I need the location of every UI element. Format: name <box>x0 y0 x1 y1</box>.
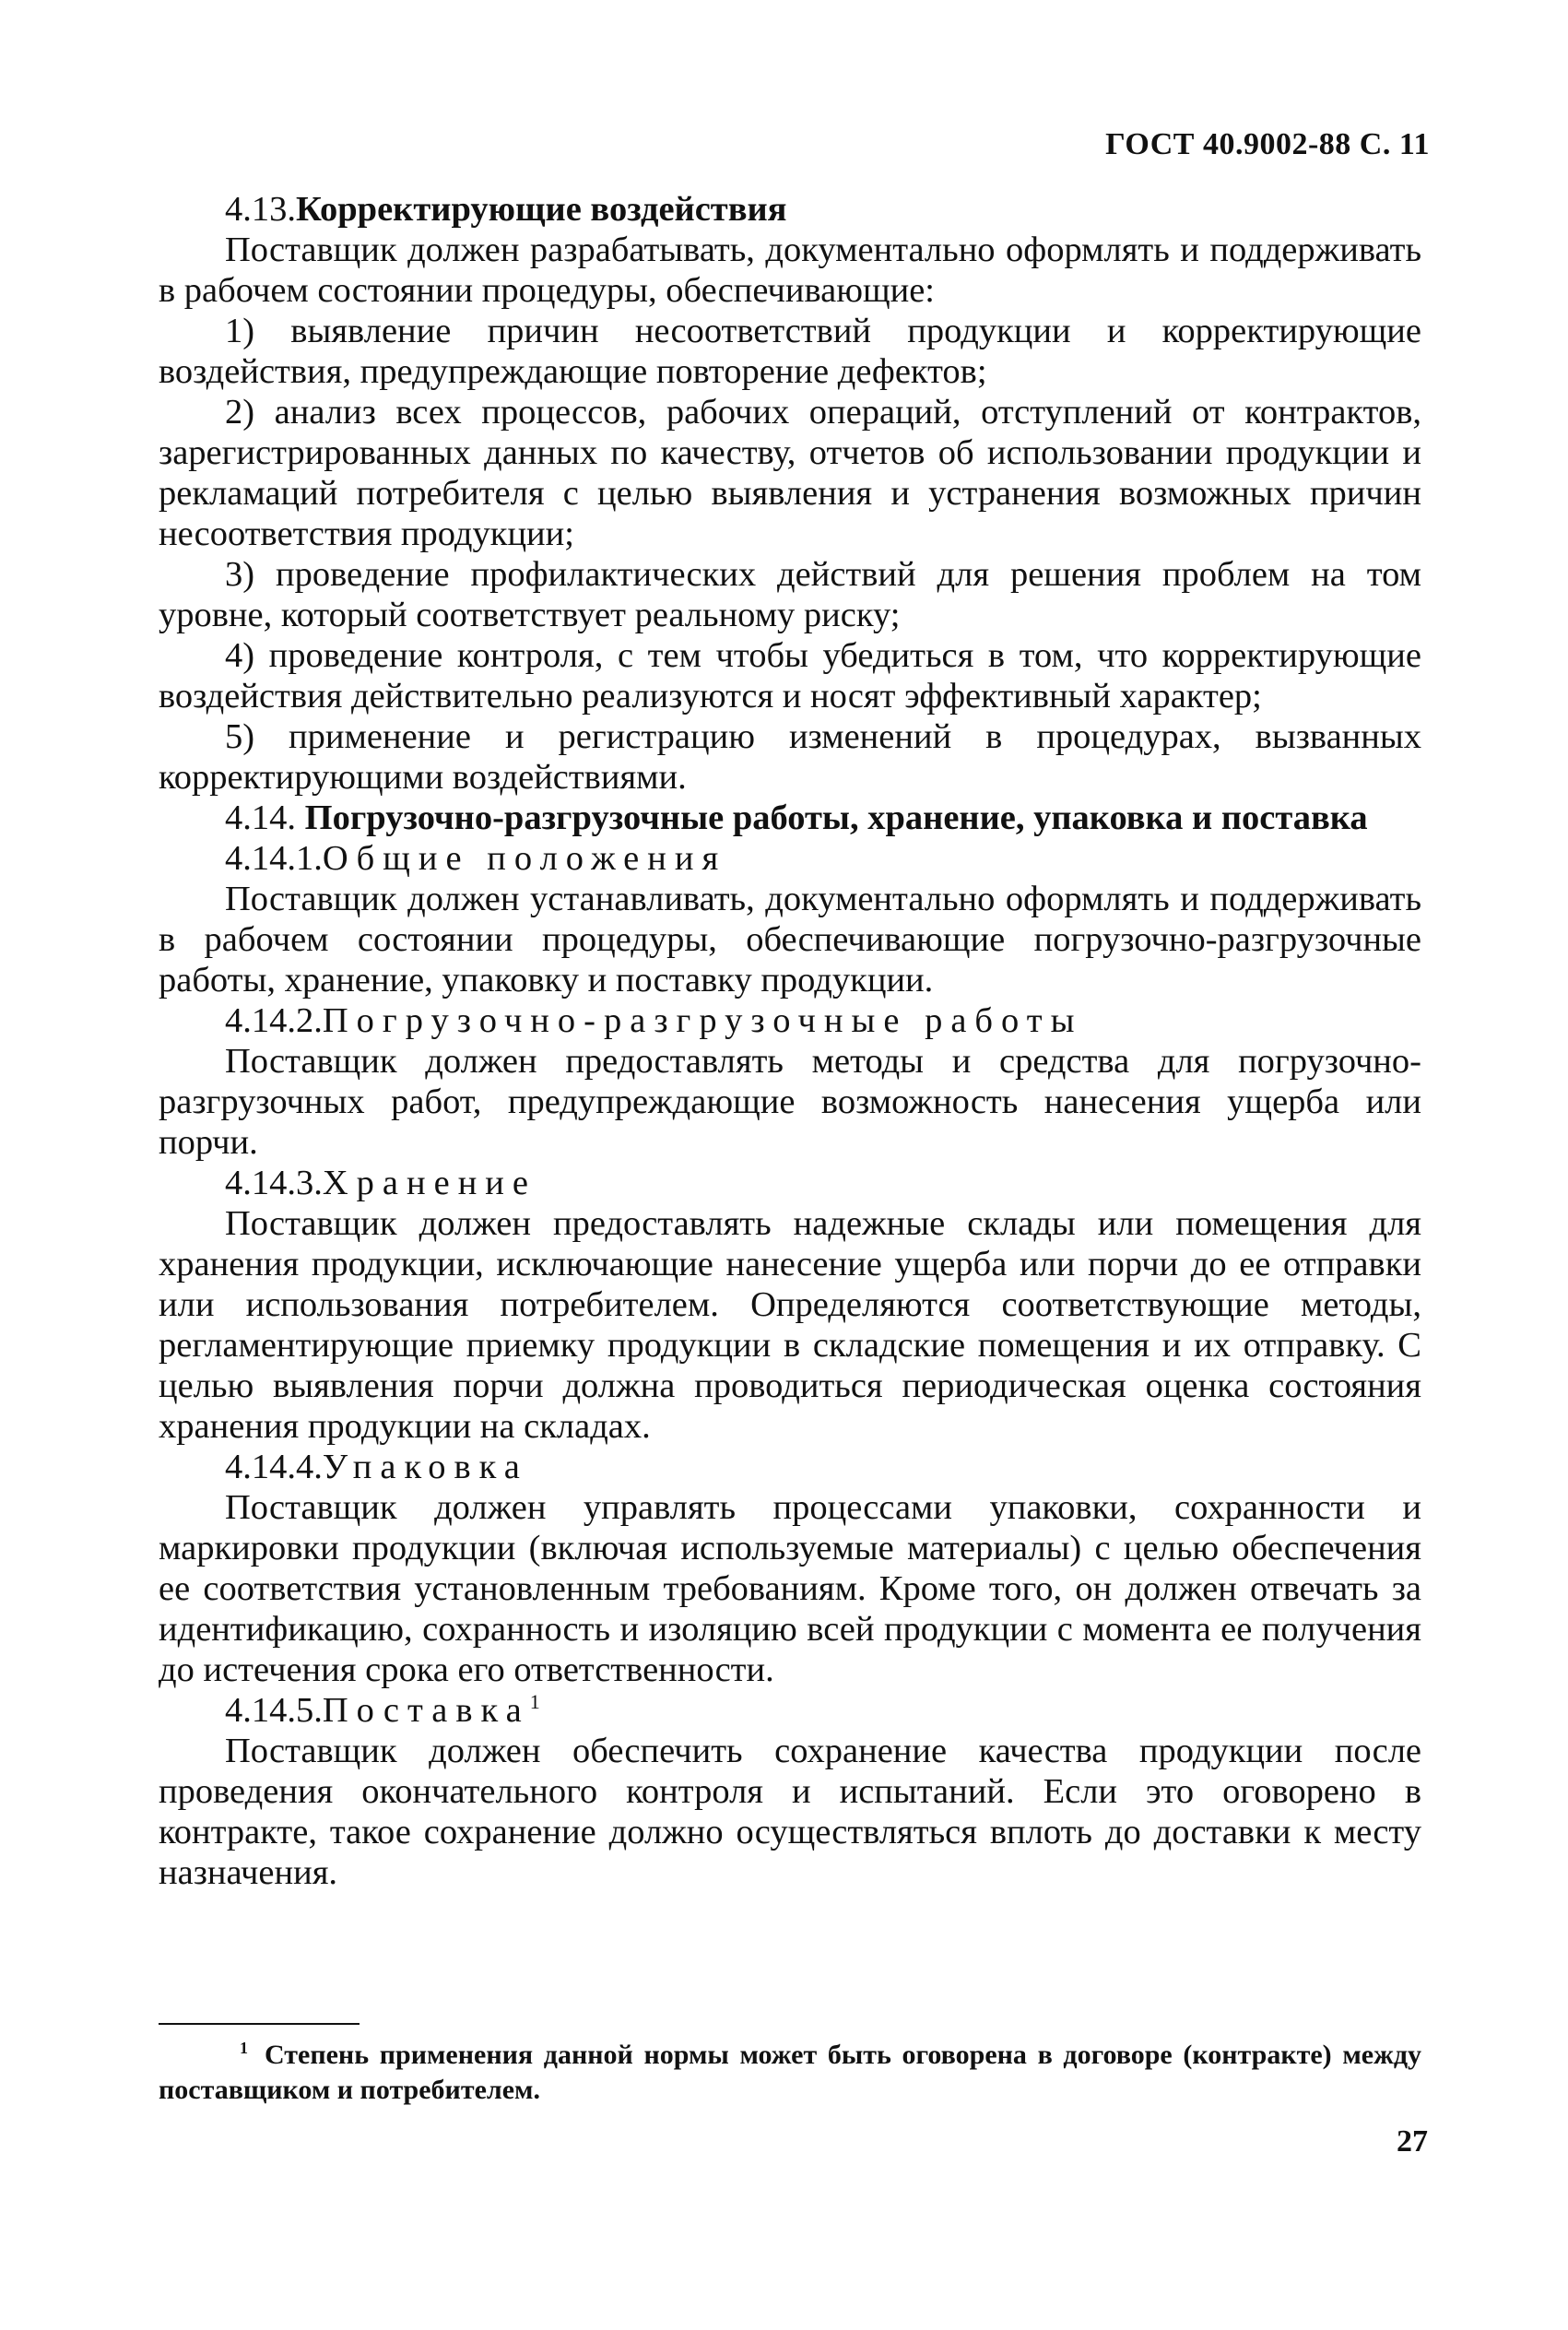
section-4-14-5-text: Поставщик должен обеспечить сохранение качества продукции после проведения окончательного контроля и испытаний. Если это оговорено в контракте, такое сохранение должно осуществляться вплоть до доставки к месту назначения. <box>159 1732 1421 1892</box>
section-4-14-2-text: Поставщик должен предоставлять методы и средства для погрузочно-разгрузочных работ, предупреждающие возможность нанесения ущерба или порчи. <box>159 1042 1421 1162</box>
section-4-13-intro: Поставщик должен разрабатывать, документально оформлять и поддерживать в рабочем состоянии процедуры, обеспечивающие: <box>159 231 1421 310</box>
section-number: 4.14.1. <box>225 839 323 878</box>
footnote-text: Степень применения данной нормы может быть оговорена в договоре (контракте) между поставщиком и потребителем. <box>159 2040 1421 2105</box>
section-4-14-5-heading <box>159 1690 1421 1731</box>
section-4-13-heading <box>159 189 1421 230</box>
section-number: 4.13. <box>225 190 296 229</box>
page-header: ГОСТ 40.9002-88 С. 11 <box>1105 127 1430 161</box>
section-title: Погрузочно-разгрузочные работы <box>322 1001 1083 1040</box>
page-content <box>159 189 1421 1893</box>
section-title: Поставка <box>322 1691 530 1730</box>
footnote-mark: 1 <box>240 2039 248 2057</box>
section-title: Погрузочно-разгрузочные работы, хранение, упаковка и поставка <box>304 798 1368 837</box>
footnote-reference: 1 <box>529 1690 540 1714</box>
section-number: 4.14. <box>225 798 296 837</box>
list-item: 5) применение и регистрацию изменений в процедурах, вызванных корректирующими воздействиями. <box>159 717 1421 797</box>
section-title: Хранение <box>322 1164 537 1202</box>
list-item: 3) проведение профилактических действий для решения проблем на том уровне, который соответствует реальному риску; <box>159 555 1421 634</box>
section-4-14-4-text: Поставщик должен управлять процессами упаковки, сохранности и маркировки продукции (включая используемые материалы) с целью обеспечения ее соответствия установленным требованиям. Кроме того, он должен отвечать за идентификацию, сохранность и изоляцию всей продукции с момента ее получения до истечения срока его ответственности. <box>159 1488 1421 1689</box>
page-number: 27 <box>1397 2124 1428 2159</box>
section-4-14-3-text: Поставщик должен предоставлять надежные склады или помещения для хранения продукции, исключающие нанесение ущерба или порчи до ее отправки или использования потребителем. Определяются соответствующие методы, регламентирующие приемку продукции в складские помещения и их отправку. С целью выявления порчи должна проводиться периодическая оценка состояния хранения продукции на складах. <box>159 1204 1421 1446</box>
section-number: 4.14.5. <box>225 1691 323 1730</box>
list-item: 4) проведение контроля, с тем чтобы убедиться в том, что корректирующие воздействия действительно реализуются и носят эффективный характер; <box>159 636 1421 716</box>
section-4-14-4-heading <box>159 1447 1421 1487</box>
footnote-divider <box>159 2023 360 2025</box>
section-number: 4.14.4. <box>225 1448 323 1486</box>
section-4-14-3-heading <box>159 1163 1421 1203</box>
list-item: 2) анализ всех процессов, рабочих операций, отступлений от контрактов, зарегистрированных данных по качеству, отчетов об использовании продукции и рекламаций потребителя с целью выявления и устранения возможных причин несоответствия продукции; <box>159 393 1421 553</box>
section-title: Упаковка <box>322 1448 528 1486</box>
section-4-14-2-heading <box>159 1000 1421 1041</box>
section-title: Общие положения <box>322 839 727 878</box>
section-4-14-1-text: Поставщик должен устанавливать, документально оформлять и поддерживать в рабочем состоянии процедуры, обеспечивающие погрузочно-разгрузочные работы, хранение, упаковку и поставку продукции. <box>159 880 1421 999</box>
footnote <box>159 2038 1421 2108</box>
section-number: 4.14.3. <box>225 1164 323 1202</box>
section-title: Корректирующие воздействия <box>296 190 787 229</box>
section-number: 4.14.2. <box>225 1001 323 1040</box>
section-4-14-heading <box>159 798 1421 838</box>
list-item: 1) выявление причин несоответствий продукции и корректирующие воздействия, предупреждающие повторение дефектов; <box>159 312 1421 391</box>
section-4-14-1-heading <box>159 838 1421 879</box>
